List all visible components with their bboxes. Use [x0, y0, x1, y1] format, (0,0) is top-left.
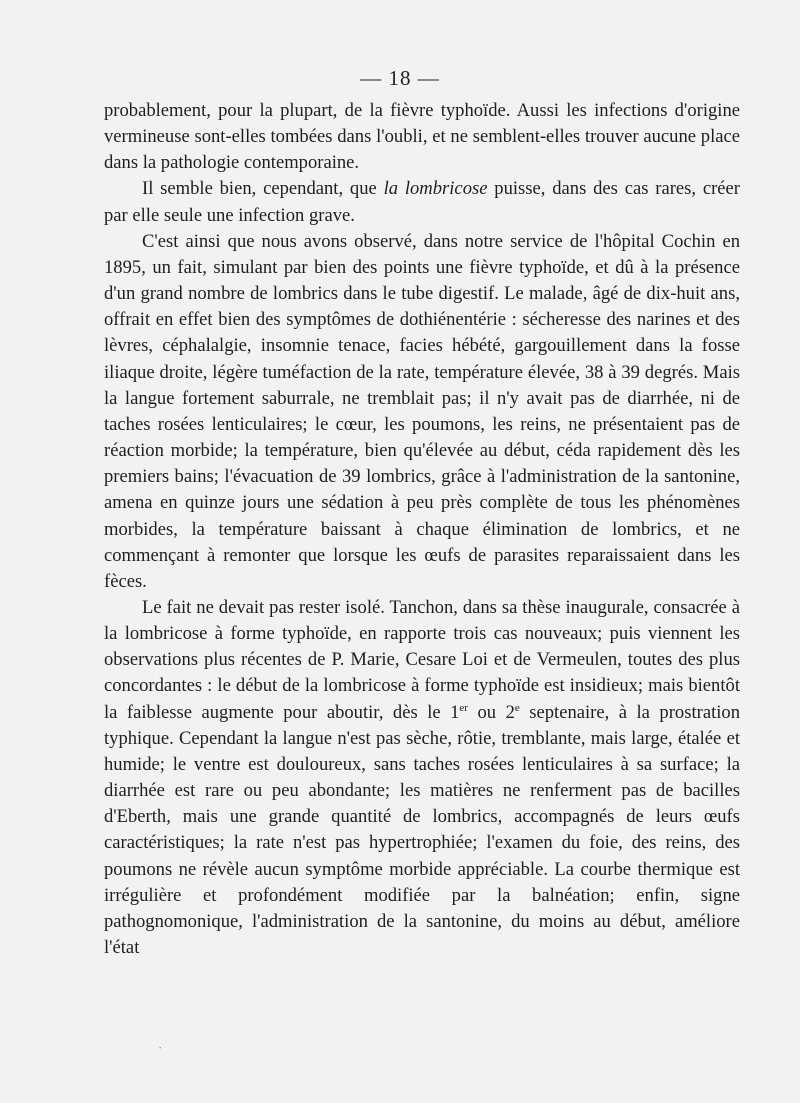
body-text	[104, 98, 740, 961]
paragraph-1	[104, 98, 740, 176]
paragraph-3	[104, 229, 740, 595]
ink-speck: ·	[158, 1040, 163, 1055]
paragraph-4-text-after: septenaire, à la prostration typhique. Cependant la langue n'est pas sèche, rôtie, tremblante, mais large, étalée et humide; le ventre est douloureux, sans taches rosées lenticulaires à sa surface; la diarrhée est rare ou peu abondante; les matières ne renferment pas de bacilles d'Eberth, mais une grande quantité de lombrics, accompagnés de leurs œufs caractéristiques; la rate n'est pas hypertrophiée; l'examen du foie, des reins, des poumons ne révèle aucun symptôme morbide appréciable. La courbe thermique est irrégulière et profondément modifiée par la balnéation; enfin, signe pathognomonique, l'administration de la santonine, du moins au début, améliore l'état	[104, 701, 740, 958]
ordinal-2-suffix: e	[514, 701, 520, 714]
paragraph-1-text: probablement, pour la plupart, de la fièvre typhoïde. Aussi les infections d'origine vermineuse sont-elles tombées dans l'oubli, et ne semblent-elles trouver aucune place dans la pathologie contemporaine.	[104, 100, 740, 174]
paragraph-3-text: C'est ainsi que nous avons observé, dans notre service de l'hôpital Cochin en 1895, un fait, simulant par bien des points une fièvre typhoïde, et dû à la présence d'un grand nombre de lombrics dans le tube digestif. Le malade, âgé de dix-huit ans, offrait en effet bien des symptômes de dothiénentérie : sécheresse des narines et des lèvres, céphalalgie, insomnie tenace, facies hébété, gargouillement dans la fosse iliaque droite, légère tuméfaction de la rate, température élevée, 38 à 39 degrés. Mais la langue fortement saburrale, ne tremblait pas; il n'y avait pas de diarrhée, ni de taches rosées lenticulaires; le cœur, les poumons, les reins, ne présentaient pas de réaction morbide; la température, bien qu'élevée au début, céda rapidement dès les premiers bains; l'évacuation de 39 lombrics, grâce à l'administration de la santonine, amena en quinze jours une sédation à peu près complète de tous les phénomènes morbides, la température baissant à chaque élimination de lombrics, et ne commençant à remonter que lorsque les œufs de parasites reparaissaient dans les fèces.	[104, 230, 740, 592]
paragraph-2-emphasis: la lombricose	[383, 178, 488, 200]
ordinal-2-base: 2	[505, 701, 515, 723]
ordinal-1-base: 1	[450, 701, 460, 723]
page-number: — 18 —	[360, 66, 440, 90]
paragraph-4	[104, 595, 740, 961]
paragraph-4-text: Le fait ne devait pas rester isolé. Tanchon, dans sa thèse inaugurale, consacrée à la lombricose à forme typhoïde, en rapporte trois cas nouveaux; puis viennent les observations plus récentes de P. Marie, Cesare Loi et de Vermeulen, toutes des plus concordantes : le début de la lombricose à forme typhoïde est insidieux; mais bientôt la faiblesse augmente pour aboutir, dès le	[104, 596, 740, 723]
paragraph-2	[104, 176, 740, 228]
paragraph-2-text-after: puisse, dans des cas rares, créer par elle seule une infection grave.	[104, 178, 740, 226]
ordinal-1-suffix: er	[459, 701, 468, 714]
paragraph-4-text-mid: ou	[467, 701, 506, 723]
paragraph-2-text: Il semble bien, cependant, que	[142, 178, 384, 200]
